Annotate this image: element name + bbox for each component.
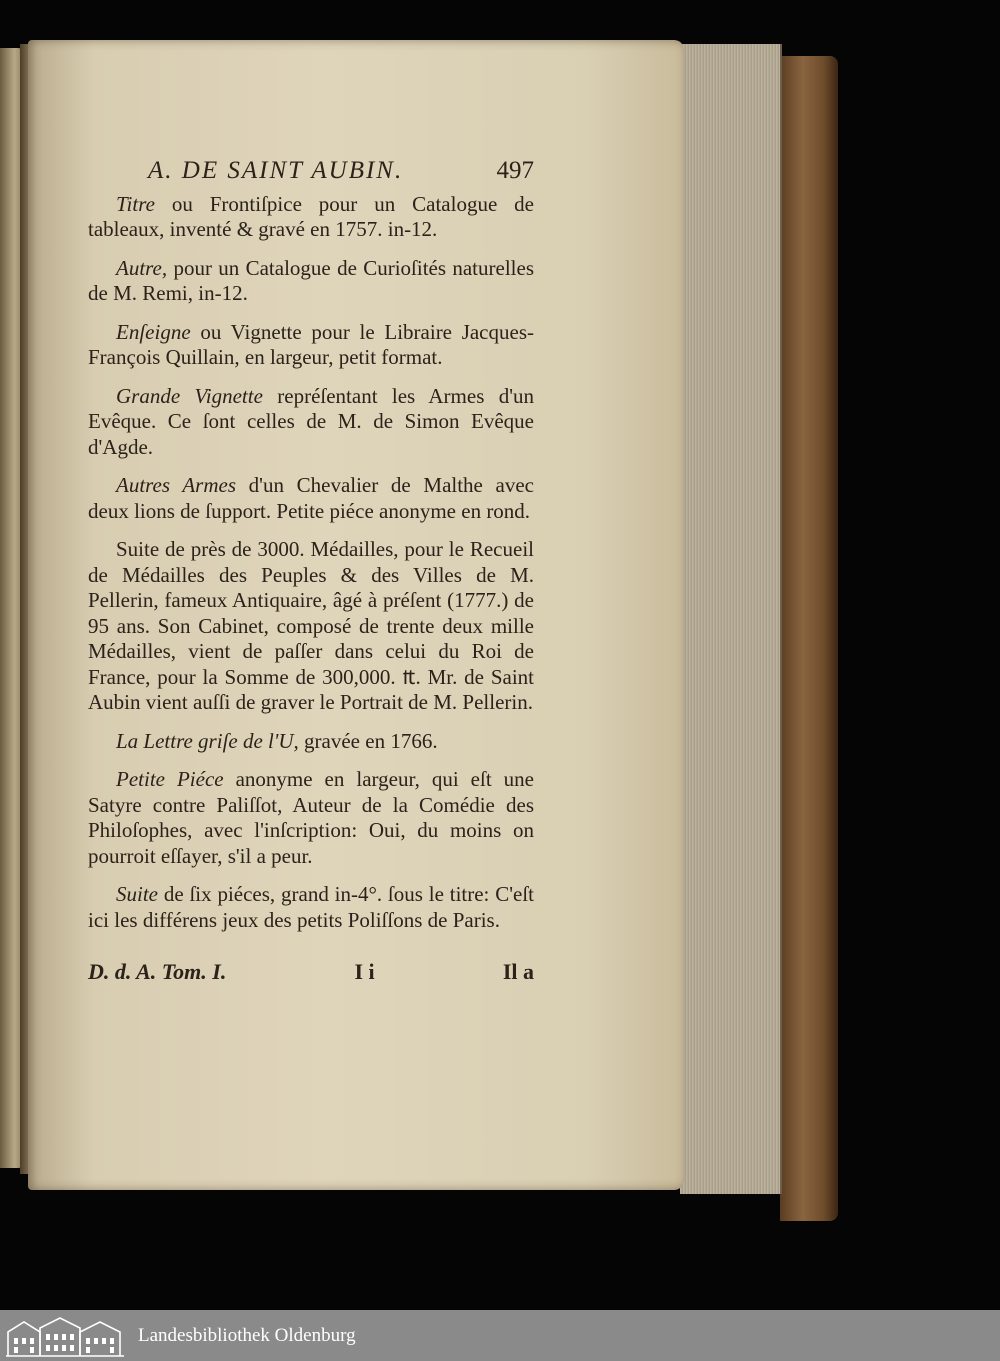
entry-text: repréſentant les Armes d'un Evêque. Ce ſont celles de M. de Simon Evêque d'Agde. <box>88 383 534 459</box>
entry-text: pour un Catalogue de Curioſités naturelles de M. Remi, in-12. <box>88 255 534 305</box>
catchword: Il a <box>502 959 534 984</box>
book-cover-edge <box>780 56 838 1221</box>
entry-lead: Autres Armes <box>116 473 236 497</box>
entry-text: ou Frontiſpice pour un Catalogue de tableaux, inventé & gravé en 1757. in-12. <box>88 191 534 241</box>
entry-text: ou Vignette pour le Libraire Jacques-François Quillain, en largeur, petit format. <box>88 319 534 369</box>
entry-lead: Grande Vignette <box>116 383 263 408</box>
catalogue-entry <box>88 882 534 933</box>
catalogue-entry <box>88 384 534 461</box>
page-text <box>88 158 534 985</box>
institution-name: Landesbibliothek Oldenburg <box>138 1324 356 1346</box>
catalogue-entry <box>88 192 534 243</box>
catalogue-entry <box>88 320 534 371</box>
catalogue-entry <box>88 473 534 524</box>
entry-text: d'un Chevalier de Malthe avec deux lions de ſupport. Petite piéce anonyme en rond. <box>88 473 535 523</box>
entry-lead: Enſeigne <box>116 319 191 344</box>
running-head <box>148 158 534 184</box>
entry-lead: Suite <box>116 882 158 906</box>
running-head-title: A. DE SAINT AUBIN. <box>148 157 404 184</box>
library-building-logo-icon <box>4 1314 128 1358</box>
page-number: 497 <box>496 157 534 184</box>
entry-text: Suite de près de 3000. Médailles, pour le Recueil de Médailles des Peuples & des Villes de M. Pellerin, fameux Antiquaire, âgé à préſent (1777.) de 95 ans. Son Cabinet, composé de trente deux mille Médailles, vient de paſſer dans celui du Roi de France, pour la Somme de 300,000. ₶. Mr. de Saint Aubin vient auſſi de graver le Portrait de M. Pellerin. <box>88 537 534 714</box>
page-block-fore-edge <box>680 44 782 1194</box>
catalogue-entry <box>88 256 534 307</box>
entry-text: de ſix piéces, grand in-4°. ſous le titre: C'eſt ici les différens jeux des petits Poliſſons de Paris. <box>88 882 534 932</box>
entry-lead: Titre <box>116 191 155 216</box>
signature-mark: D. d. A. Tom. I. <box>88 959 227 984</box>
entry-lead: Petite Piéce <box>116 767 224 791</box>
page-footer <box>88 959 534 985</box>
library-banner <box>0 1310 1000 1361</box>
entry-lead: La Lettre griſe de l'U, <box>116 728 299 753</box>
catalogue-entry <box>88 537 534 716</box>
entry-text: gravée en 1766. <box>298 728 438 753</box>
gathering-mark: I i <box>354 959 375 984</box>
catalogue-entry <box>88 729 534 755</box>
entry-text: anonyme en largeur, qui eſt une Satyre contre Paliſſot, Auteur de la Comédie des Philoſophes, avec l'inſcription: Oui, du moins on pourroit eſſayer, s'il a peur. <box>88 767 534 868</box>
entry-lead: Autre, <box>116 255 168 280</box>
catalogue-entry <box>88 767 534 869</box>
